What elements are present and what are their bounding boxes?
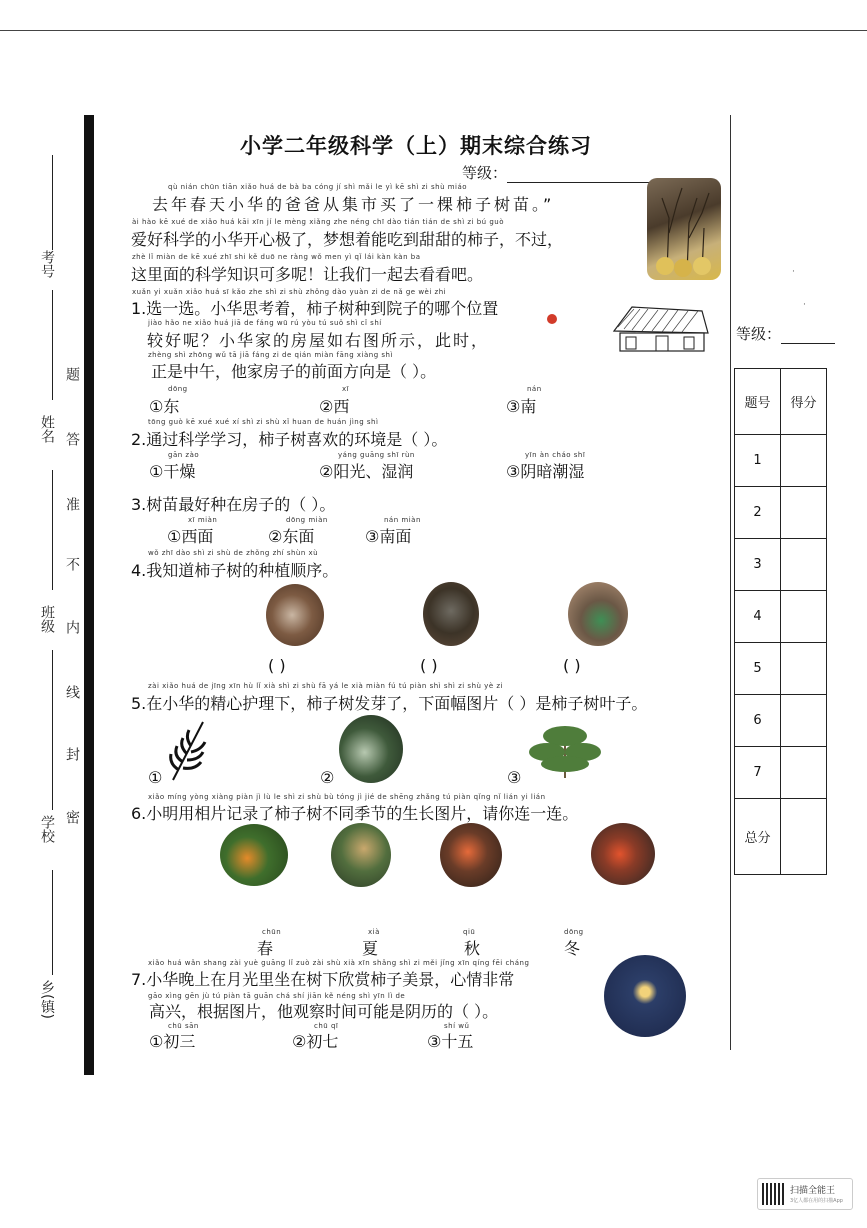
pinyin-line: gāo xìng gēn jù tú piàn tā guān chá shí jiān kě néng shì yīn lì de: [148, 992, 406, 1000]
exam-id-label: 考号: [39, 250, 55, 278]
pinyin: shí wǔ: [444, 1022, 470, 1030]
season-photo-4: [591, 823, 655, 885]
q2-option-3[interactable]: ③阴暗潮湿: [506, 462, 585, 481]
scan-mark: ·: [792, 267, 795, 277]
exam-id-line: [52, 155, 53, 250]
grade-field[interactable]: [462, 162, 667, 183]
q5-option-3[interactable]: ③: [507, 768, 522, 787]
grade-blank[interactable]: [781, 332, 835, 344]
seal-char: 答: [64, 432, 80, 446]
total-score-cell[interactable]: [781, 799, 827, 875]
q1-option-2[interactable]: ②西: [319, 397, 350, 416]
table-row: [735, 591, 827, 643]
q6-question: 6.小明用相片记录了柿子树不同季节的生长图片，请你连一连。: [131, 804, 579, 823]
app-name: 扫描全能王: [790, 1186, 836, 1196]
pinyin-line: zhè lǐ miàn de kē xué zhī shi kě duō ne ràng wǒ men yì qǐ lái kàn kàn ba: [132, 253, 421, 261]
pinyin: chū sān: [168, 1022, 199, 1030]
seal-char: 线: [64, 685, 80, 699]
school-label: 学校: [39, 815, 55, 843]
q5-option-1[interactable]: ①: [148, 768, 163, 787]
grade-label: 等级：: [462, 164, 508, 182]
grade-label: 等级：: [736, 325, 782, 343]
q1-line-2: 较好呢？小华家的房屋如右图所示，此时，: [147, 331, 490, 350]
season-summer[interactable]: 夏: [362, 939, 379, 958]
pinyin: qiū: [463, 928, 476, 936]
q7-option-2[interactable]: ②初七: [292, 1032, 339, 1051]
score-cell[interactable]: [781, 487, 827, 539]
grade-blank[interactable]: [507, 169, 667, 183]
q1-option-1[interactable]: ①东: [149, 397, 180, 416]
app-tagline: 3亿人都在用的扫描App: [790, 1198, 843, 1204]
q7-line-1: 7.小华晚上在月光里坐在树下欣赏柿子美景，心情非常: [131, 970, 515, 989]
pinyin: chūn: [262, 928, 282, 936]
intro-line-2: 爱好科学的小华开心极了，梦想着能吃到甜甜的柿子，不过，: [131, 230, 564, 249]
intro-line-3: 这里面的科学知识可多呢！让我们一起去看看吧。: [131, 265, 484, 284]
scan-mark: ·: [803, 300, 806, 310]
q5-question: 5.在小华的精心护理下，柿子树发芽了，下面幅图片（ ）是柿子树叶子。: [131, 694, 648, 713]
seal-char: 不: [64, 557, 80, 571]
seal-char: 题: [64, 367, 80, 381]
pinyin: dōng miàn: [286, 516, 328, 524]
q2-option-2[interactable]: ②阳光、湿润: [319, 462, 414, 481]
q1-line-1: 1.选一选。小华思考着，柿子树种到院子的哪个位置: [131, 299, 499, 318]
table-row: [735, 695, 827, 747]
pinyin-line: xiǎo míng yòng xiàng piàn jì lù le shì zi shù bù tóng jì jié de shēng zhǎng tú piàn qǐng nǐ lián yi lián: [148, 793, 546, 801]
header-cell: 得分: [781, 369, 827, 435]
pinyin: dōng: [564, 928, 584, 936]
table-row: [735, 435, 827, 487]
q7-line-2: 高兴，根据图片，他观察时间可能是阴历的（ ）。: [149, 1002, 499, 1021]
q4-blank-3[interactable]: ( ): [563, 656, 581, 675]
pinyin: chū qī: [314, 1022, 339, 1030]
pinyin: dōng: [168, 385, 188, 393]
total-label: 总分: [735, 799, 781, 875]
score-cell[interactable]: [781, 539, 827, 591]
pinyin: xī: [342, 385, 350, 393]
table-row: [735, 643, 827, 695]
pinyin-line: xiǎo huá wǎn shang zài yuè guāng lǐ zuò zài shù xià xīn shǎng shì zi měi jǐng xīn qíng fēi cháng: [148, 959, 530, 967]
q7-option-1[interactable]: ①初三: [149, 1032, 196, 1051]
persimmon-seedling-photo: [647, 178, 721, 280]
season-photo-3: [440, 823, 502, 887]
q4-blank-1[interactable]: ( ): [268, 656, 286, 675]
pinyin-line: qù nián chūn tiān xiǎo huá de bà ba cóng jí shì mǎi le yì kē shì zi shù miáo: [168, 183, 468, 191]
pinyin: gān zào: [168, 451, 200, 459]
table-row: [735, 539, 827, 591]
q1-option-3[interactable]: ③南: [506, 397, 537, 416]
leaf-image-3: [525, 718, 605, 780]
q4-blank-2[interactable]: ( ): [420, 656, 438, 675]
question-number: 1: [735, 435, 781, 487]
q3-option-2[interactable]: ②东面: [268, 527, 315, 546]
q4-question: 4.我知道柿子树的种植顺序。: [131, 561, 339, 580]
season-winter[interactable]: 冬: [564, 939, 581, 958]
scanner-app-badge: [757, 1178, 853, 1210]
pinyin: nán miàn: [384, 516, 421, 524]
sun-dot: [547, 314, 557, 324]
header-cell: 题号: [735, 369, 781, 435]
class-line: [52, 470, 53, 590]
q7-option-3[interactable]: ③十五: [427, 1032, 474, 1051]
seal-char: 密: [64, 810, 80, 824]
planting-photo-1: [266, 584, 324, 646]
house-drawing: [612, 303, 710, 355]
pinyin: nán: [527, 385, 542, 393]
question-number: 3: [735, 539, 781, 591]
seal-char: 准: [64, 497, 80, 511]
score-cell[interactable]: [781, 643, 827, 695]
q5-option-2[interactable]: ②: [320, 768, 335, 787]
season-photo-1: [220, 824, 288, 886]
qr-code-icon: [762, 1183, 784, 1205]
table-header-row: [735, 369, 827, 435]
question-number: 2: [735, 487, 781, 539]
school-line: [52, 650, 53, 810]
q1-line-3: 正是中午，他家房子的前面方向是（ ）。: [151, 362, 437, 381]
q3-option-1[interactable]: ①西面: [167, 527, 214, 546]
pinyin-line: jiào hǎo ne xiǎo huá jiā de fáng wū rú yòu tú suǒ shì cǐ shí: [148, 319, 382, 327]
pinyin-line: zhèng shì zhōng wǔ tā jiā fáng zi de qián miàn fāng xiàng shì: [148, 351, 393, 359]
top-rule: [0, 30, 867, 31]
pinyin-line: ài hào kē xué de xiǎo huá kāi xīn jí le mèng xiǎng zhe néng chī dào tián tián de shì zi bú guò: [132, 218, 505, 226]
town-line: [52, 870, 53, 975]
right-divider: [730, 115, 731, 1050]
pinyin-line: tōng guò kē xué xué xí shì zi shù xǐ huan de huán jìng shì: [148, 418, 379, 426]
score-cell[interactable]: [781, 747, 827, 799]
class-label: 班级: [39, 605, 55, 633]
pinyin: xī miàn: [188, 516, 218, 524]
pinyin-line: zài xiǎo huá de jīng xīn hù lǐ xià shì zi shù fā yá le xià miàn fú tú piàn shì shì zi shù yè zi: [148, 682, 503, 690]
pinyin-line: xuǎn yi xuǎn xiǎo huá sī kǎo zhe shì zi shù zhǒng dào yuàn zi de nǎ ge wèi zhi: [132, 288, 447, 296]
score-cell[interactable]: [781, 591, 827, 643]
score-cell[interactable]: [781, 435, 827, 487]
question-number: 4: [735, 591, 781, 643]
score-grade-field[interactable]: [736, 323, 835, 344]
pinyin: xià: [368, 928, 380, 936]
question-number: 7: [735, 747, 781, 799]
q3-question: 3.树苗最好种在房子的（ ）。: [131, 495, 336, 514]
pinyin: yīn àn cháo shī: [525, 451, 586, 459]
score-table: [734, 368, 827, 875]
moon-night-photo: [604, 955, 686, 1037]
q3-option-3[interactable]: ③南面: [365, 527, 412, 546]
total-row: [735, 799, 827, 875]
question-number: 6: [735, 695, 781, 747]
page-title: 小学二年级科学（上）期末综合练习: [240, 134, 592, 158]
q2-question: 2.通过科学学习，柿子树喜欢的环境是（ ）。: [131, 430, 448, 449]
leaf-image-2: [339, 715, 403, 783]
name-line: [52, 290, 53, 400]
seal-char: 内: [64, 620, 80, 634]
season-autumn[interactable]: 秋: [464, 939, 481, 958]
planting-photo-2: [423, 582, 479, 646]
seal-char: 封: [64, 747, 80, 761]
planting-photo-3: [568, 582, 628, 646]
town-label: 乡(镇): [39, 980, 55, 1019]
question-number: 5: [735, 643, 781, 695]
pinyin-line: wǒ zhī dào shì zi shù de zhǒng zhí shùn xù: [148, 549, 319, 557]
score-cell[interactable]: [781, 695, 827, 747]
name-label: 姓名: [39, 415, 55, 443]
intro-line-1: 去年春天小华的爸爸从集市买了一棵柿子树苗。”: [152, 195, 555, 214]
q2-option-1[interactable]: ①干燥: [149, 462, 196, 481]
season-photo-2: [331, 823, 391, 887]
season-spring[interactable]: 春: [257, 939, 274, 958]
table-row: [735, 487, 827, 539]
pinyin: yáng guāng shī rùn: [338, 451, 415, 459]
table-row: [735, 747, 827, 799]
binding-bar: [84, 115, 94, 1075]
leaf-image-1: [165, 718, 209, 784]
